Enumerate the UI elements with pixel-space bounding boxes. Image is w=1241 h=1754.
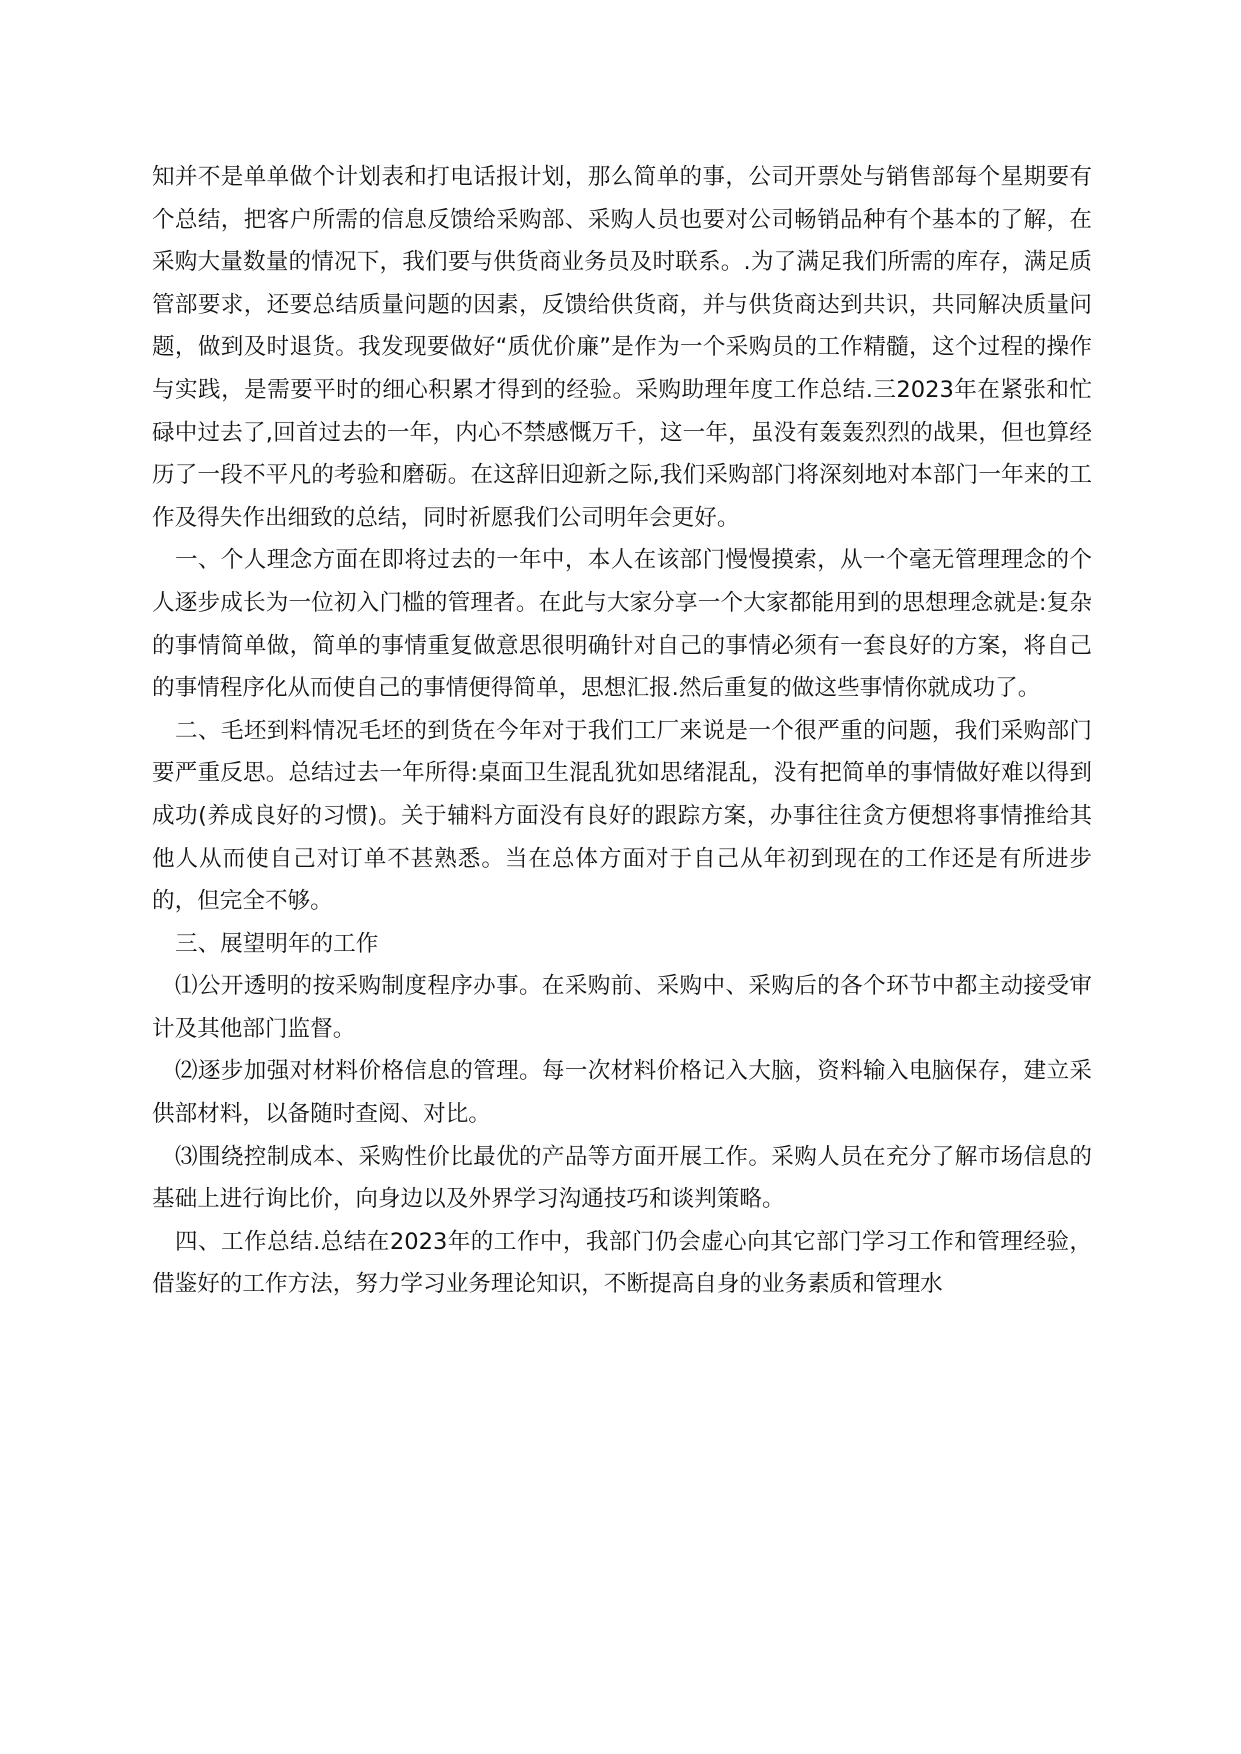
list-item-3: ⑶围绕控制成本、采购性价比最优的产品等方面开展工作。采购人员在充分了解市场信息的基础上进行询比价，向身边以及外界学习沟通技巧和谈判策略。 [152, 1143, 1092, 1213]
list-item-2: ⑵逐步加强对材料价格信息的管理。每一次材料价格记入大脑，资料输入电脑保存，建立采供部材料，以备随时查阅、对比。 [152, 1058, 1092, 1128]
paragraph-personal-philosophy: 一、个人理念方面在即将过去的一年中，本人在该部门慢慢摸索，从一个毫无管理理念的个人逐步成长为一位初入门槛的管理者。在此与大家分享一个大家都能用到的思想理念就是:复杂的事情简单做，简单的事情重复做意思很明确针对自己的事情必须有一套良好的方案，将自己的事情程序化从而使自己的事情便得简单，思想汇报.然后重复的做这些事情你就成功了。 [152, 547, 1092, 702]
section-heading-outlook: 三、展望明年的工作 [175, 930, 379, 957]
paragraph-blank-material-status: 二、毛坯到料情况毛坯的到货在今年对于我们工厂来说是一个很严重的问题，我们采购部门要严重反思。总结过去一年所得:桌面卫生混乱犹如思绪混乱，没有把简单的事情做好难以得到成功(养成良好的习惯)。关于辅料方面没有良好的跟踪方案，办事往往贪方便想将事情推给其他人从而使自己对订单不甚熟悉。当在总体方面对于自己从年初到现在的工作还是有所进步的，但完全不够。 [152, 717, 1092, 915]
document-body [152, 156, 1092, 1306]
paragraph-work-summary: 四、工作总结.总结在2023年的工作中，我部门仍会虚心向其它部门学习工作和管理经验，借鉴好的工作方法，努力学习业务理论知识，不断提高自身的业务素质和管理水 [152, 1228, 1092, 1298]
paragraph-procurement-summary: 知并不是单单做个计划表和打电话报计划，那么简单的事，公司开票处与销售部每个星期要有个总结，把客户所需的信息反馈给采购部、采购人员也要对公司畅销品种有个基本的了解，在采购大量数量的情况下，我们要与供货商业务员及时联系。.为了满足我们所需的库存，满足质管部要求，还要总结质量问题的因素，反馈给供货商，并与供货商达到共识，共同解决质量问题，做到及时退货。我发现要做好“质优价廉”是作为一个采购员的工作精髓，这个过程的操作与实践，是需要平时的细心积累才得到的经验。采购助理年度工作总结.三2023年在紧张和忙碌中过去了,回首过去的一年，内心不禁感慨万千，这一年，虽没有轰轰烈烈的战果，但也算经历了一段不平凡的考验和磨砺。在这辞旧迎新之际,我们采购部门将深刻地对本部门一年来的工作及得失作出细致的总结，同时祈愿我们公司明年会更好。 [152, 164, 1092, 531]
list-item-1: ⑴公开透明的按采购制度程序办事。在采购前、采购中、采购后的各个环节中都主动接受审计及其他部门监督。 [152, 973, 1092, 1042]
